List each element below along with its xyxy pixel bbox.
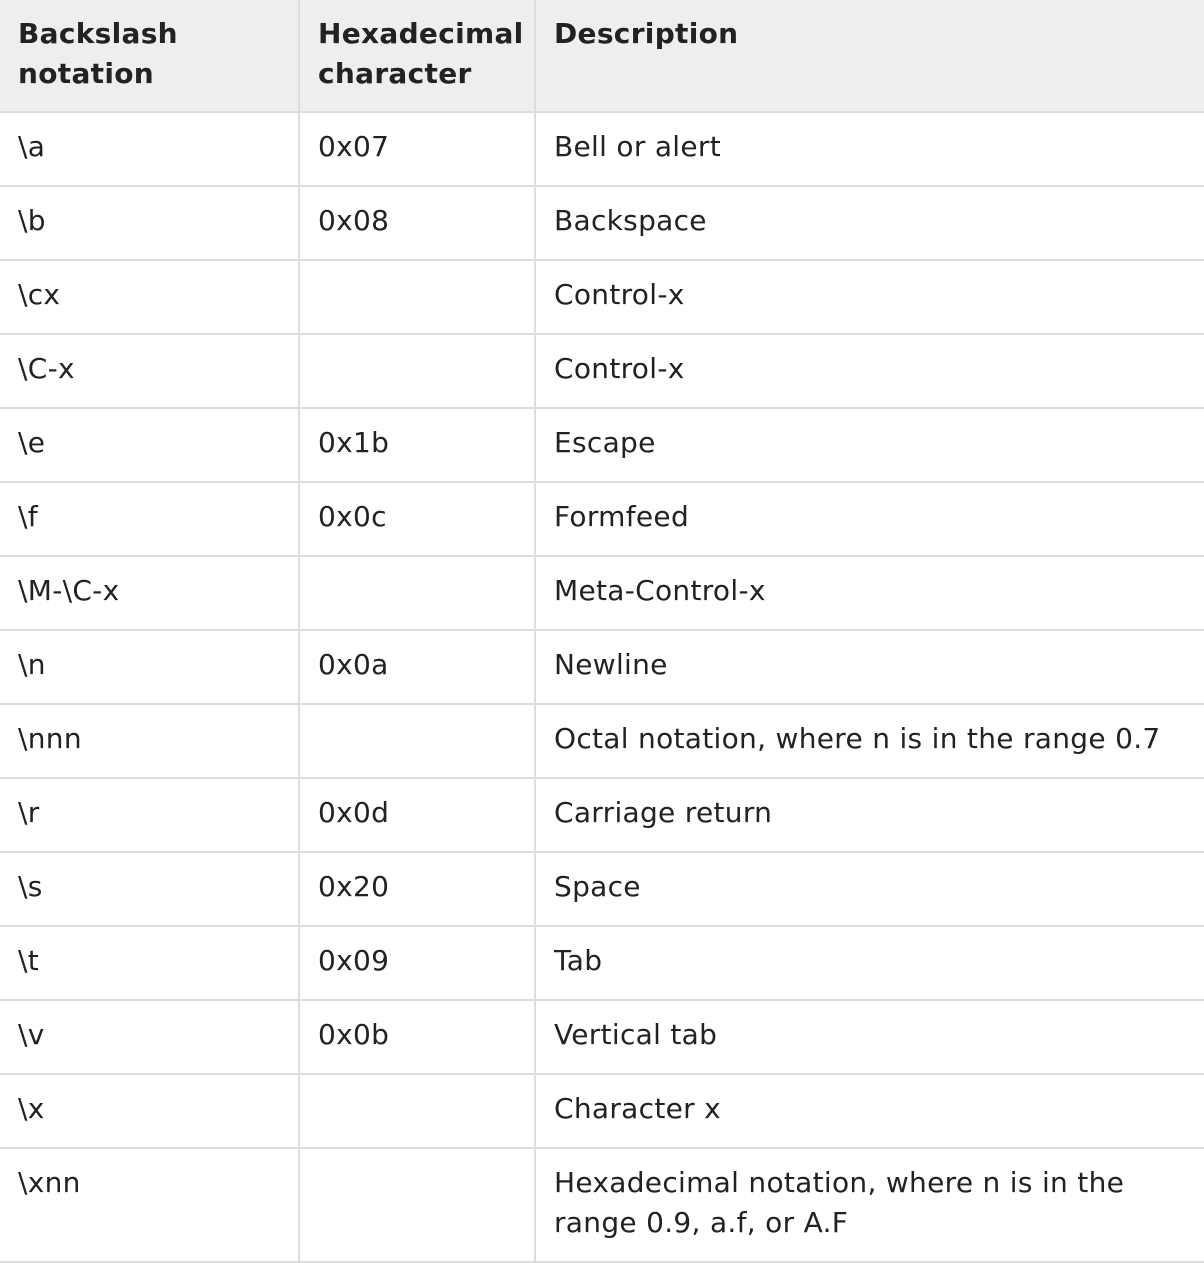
table-row [0,630,1204,704]
header-row [0,0,1204,112]
table-row [0,1000,1204,1074]
cell-description: Newline [535,630,1204,704]
cell-hex [299,1074,535,1148]
cell-hex: 0x0a [299,630,535,704]
cell-hex [299,704,535,778]
cell-description: Meta-Control-x [535,556,1204,630]
cell-description: Control-x [535,334,1204,408]
header-backslash-notation: Backslash notation [0,0,299,112]
cell-hex: 0x08 [299,186,535,260]
cell-description: Bell or alert [535,112,1204,186]
table-row [0,260,1204,334]
cell-description: Tab [535,926,1204,1000]
cell-description: Octal notation, where n is in the range 0.7 [535,704,1204,778]
cell-hex [299,334,535,408]
cell-notation: \xnn [0,1148,299,1262]
table-row [0,482,1204,556]
table-row [0,556,1204,630]
cell-hex: 0x0d [299,778,535,852]
table-header [0,0,1204,112]
cell-notation: \f [0,482,299,556]
table-row [0,334,1204,408]
table-row [0,704,1204,778]
cell-hex: 0x20 [299,852,535,926]
table-row [0,852,1204,926]
cell-hex [299,260,535,334]
header-description: Description [535,0,1204,112]
cell-notation: \C-x [0,334,299,408]
cell-notation: \cx [0,260,299,334]
cell-notation: \r [0,778,299,852]
cell-notation: \e [0,408,299,482]
cell-notation: \x [0,1074,299,1148]
table-row [0,1148,1204,1262]
cell-notation: \M-\C-x [0,556,299,630]
table-row [0,186,1204,260]
table-row [0,778,1204,852]
cell-notation: \nnn [0,704,299,778]
cell-notation: \v [0,1000,299,1074]
cell-description: Backspace [535,186,1204,260]
table-row [0,926,1204,1000]
cell-notation: \t [0,926,299,1000]
cell-notation: \s [0,852,299,926]
table-row [0,1074,1204,1148]
cell-hex [299,1148,535,1262]
cell-description: Control-x [535,260,1204,334]
cell-hex: 0x07 [299,112,535,186]
header-hexadecimal-character: Hexadecimal character [299,0,535,112]
table-row [0,112,1204,186]
table-body [0,112,1204,1262]
cell-description: Carriage return [535,778,1204,852]
cell-hex: 0x0b [299,1000,535,1074]
cell-description: Character x [535,1074,1204,1148]
cell-hex [299,556,535,630]
cell-hex: 0x09 [299,926,535,1000]
cell-notation: \a [0,112,299,186]
cell-hex: 0x1b [299,408,535,482]
cell-description: Vertical tab [535,1000,1204,1074]
cell-notation: \b [0,186,299,260]
cell-notation: \n [0,630,299,704]
table-row [0,408,1204,482]
cell-description: Escape [535,408,1204,482]
cell-hex: 0x0c [299,482,535,556]
cell-description: Space [535,852,1204,926]
cell-description: Formfeed [535,482,1204,556]
cell-description: Hexadecimal notation, where n is in the range 0.9, a.f, or A.F [535,1148,1204,1262]
